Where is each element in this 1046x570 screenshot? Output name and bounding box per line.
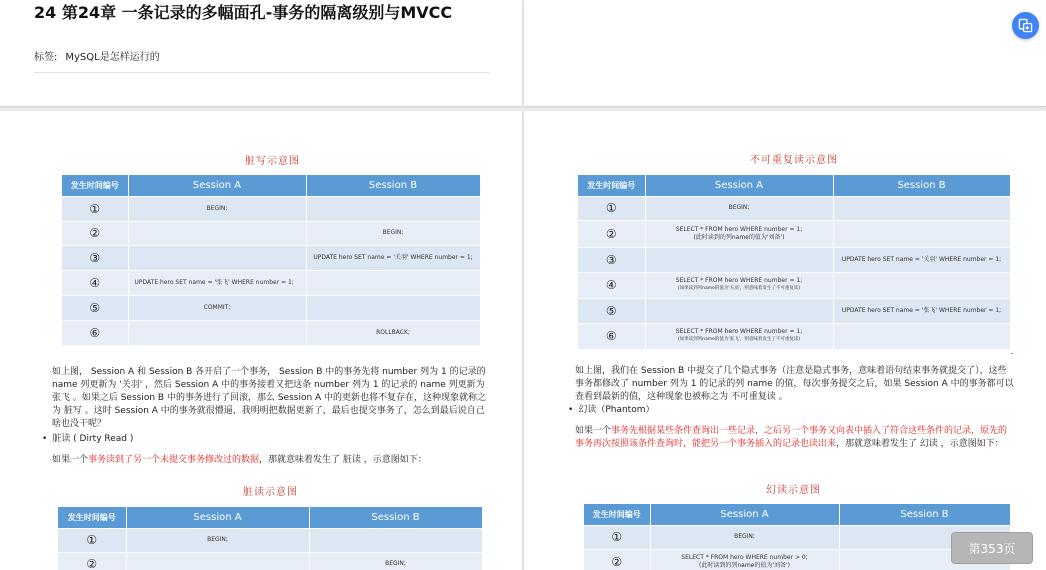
session-b-cell [306,270,480,295]
desc-text: ，那就意味着发生了 幻读 ，示意图如下： [836,439,1004,449]
desc-highlight: 事务先根据某些条件查询出一些记录，之后另一个事务又向表中插入了符合这些条件的记录，原先的事务再次按照该条件查询时，能把另一个事务插入的记录也读出来 [575,426,1008,449]
bullet-dirty-read: • 脏读 ( Dirty Read ) [42,433,133,445]
column-header: 发生时间编号 [578,175,645,196]
query-text: SELECT * FROM hero WHERE number = 1; [675,277,803,284]
session-a-cell [645,220,833,247]
step-number: ① [62,196,128,221]
column-header: Session A [645,175,833,196]
page-indicator: 第353页 [951,532,1033,564]
page-header-right [524,0,1046,106]
page-left [0,111,522,570]
table-row [584,549,1010,570]
session-b-cell: UPDATE hero SET name = '张飞' WHERE number = 1; [833,298,1010,323]
query-note: (如果读到列name的值为'关羽'，则意味着发生了不可重复读) [677,286,801,291]
table-header-row [58,507,482,528]
tag-link[interactable]: MySQL是怎样运行的 [65,52,160,63]
column-header: Session A [126,507,309,528]
desc-text: 如果一个 [52,455,89,465]
session-a-cell: BEGIN; [126,528,309,552]
session-b-cell [306,295,480,320]
table-row [62,245,480,270]
step-number: ③ [578,247,645,272]
tags-row [34,48,160,63]
table-header-row [578,175,1010,196]
page-header-left [0,0,522,106]
session-b-cell [306,196,480,221]
desc-text: ，那就意味着发生了 脏读 ，示意图如下： [259,455,427,465]
column-header: 发生时间编号 [62,175,128,196]
table-row [62,196,480,221]
step-number: ② [584,549,650,570]
query-note: (如果读到列name的值为'张飞'，则意味着发生了不可重复读) [677,337,801,343]
session-a-cell [128,245,306,270]
page-title: 24 第24章 一条记录的多幅面孔-事务的隔离级别与MVCC [34,3,453,22]
step-number: ⑤ [578,298,645,323]
step-number: ② [578,220,645,247]
step-number: ① [584,525,650,549]
session-a-cell: BEGIN; [650,525,839,549]
session-b-cell: BEGIN; [309,552,482,570]
step-number: ⑥ [62,320,128,345]
session-b-cell: UPDATE hero SET name = '关羽' WHERE number = 1; [833,247,1010,272]
convert-button[interactable] [1012,12,1039,39]
session-a-cell: COMMIT; [128,295,306,320]
table-row [62,221,480,245]
step-number: ① [58,528,126,552]
query-text: SELECT * FROM hero WHERE number = 1; [675,328,803,336]
session-a-cell: UPDATE hero SET name = '张飞' WHERE number = 1; [128,270,306,295]
desc-text: 如果一个 [575,426,612,436]
table-row [578,298,1010,323]
session-b-cell: UPDATE hero SET name = '关羽' WHERE number = 1; [306,245,480,270]
divider [1011,353,1013,354]
session-b-cell: BEGIN; [306,221,480,245]
step-number: ④ [578,272,645,298]
session-b-cell [833,196,1010,220]
step-number: ② [58,552,126,570]
divider [34,72,490,73]
table-row [62,320,480,345]
dirty-read-table [58,507,483,570]
column-header: Session A [650,504,839,525]
session-a-cell [128,320,306,345]
session-b-cell: ROLLBACK; [306,320,480,345]
figure-title-non-repeatable-read: 不可重复读示意图 [750,155,838,166]
desc-highlight: 事务读到了另一个未提交事务修改过的数据 [88,455,260,465]
session-a-cell [645,323,833,349]
table-row [62,270,480,295]
body-paragraph: 如上图，我们在 Session B 中提交了几个隐式事务（注意是隐式事务，意味着语句结束事务就提交了），这些事务都修改了 number 列为 1 的记录的列 name 的值，每次事务提交之后，如果 Session A 中的事务都可以查看到最新的值，这种现象也被称之为 不可重复读 。 [575,366,1014,402]
bullet-phantom: • 幻读（Phantom） [568,404,654,416]
table-header-row [62,175,480,196]
document-convert-icon [1018,18,1033,33]
session-b-cell [833,323,1010,349]
column-header: Session B [833,175,1010,196]
session-a-cell [645,247,833,272]
column-header: 发生时间编号 [58,507,126,528]
page-right [524,111,1046,570]
step-number: ③ [62,245,128,270]
step-number: ⑥ [578,323,645,349]
table-row [584,525,1010,549]
session-a-cell: BEGIN; [645,196,833,220]
table-row [58,552,482,570]
query-text: SELECT * FROM hero WHERE number = 1; [675,225,803,233]
column-header: Session B [306,175,480,196]
session-b-cell [833,220,1010,247]
dirty-read-description [52,454,488,467]
column-header: 发生时间编号 [584,504,650,525]
table-row [578,220,1010,247]
query-note: (此时读到的列name的值为'刘备') [693,233,785,241]
query-note: (此时读到的列name的值为'刘备') [699,562,790,570]
phantom-table [584,504,1011,570]
step-number: ④ [62,270,128,295]
column-header: Session B [309,507,482,528]
table-header-row [584,504,1010,525]
table-row [58,528,482,552]
session-a-cell [126,552,309,570]
column-header: Session A [128,175,306,196]
step-number: ② [62,221,128,245]
dirty-write-table [62,175,481,345]
table-row [578,247,1010,272]
session-b-cell [833,272,1010,298]
table-row [578,272,1010,298]
session-a-cell [650,549,839,570]
table-row [578,196,1010,220]
non-repeatable-read-table [578,175,1011,349]
table-row [62,295,480,320]
step-number: ⑤ [62,295,128,320]
session-b-cell [309,528,482,552]
table-row [578,323,1010,349]
step-number: ① [578,196,645,220]
session-a-cell [645,298,833,323]
body-paragraph: 如上图， Session A 和 Session B 各开启了一个事务， Session B 中的事务先将 number 列为 1 的记录的 name 列更新为 '关羽' ，然后 Session A 中的事务接着又把这条 number 列为 1 的记录的 name 列更新为 张飞 。如果之后 Session B 中的事务进行了回滚，那么 Session A 中的更新也将不复存在，这种现象就称之为 脏写 。这时 Session A 中的事务就很懵逼，我明明把数据更新了，最后也提交事务了，怎么到最后说自己啥也没干呢？ [52,367,487,429]
figure-title-phantom: 幻读示意图 [766,485,821,496]
figure-title-dirty-write: 脏写示意图 [245,156,300,167]
query-text: SELECT * FROM hero WHERE number > 0; [681,554,808,562]
phantom-description [575,425,1015,451]
tags-label: 标签: [34,52,58,63]
session-a-cell [128,221,306,245]
column-header: Session B [839,504,1010,525]
session-a-cell [645,272,833,298]
figure-title-dirty-read: 脏读示意图 [243,487,298,498]
session-a-cell: BEGIN; [128,196,306,221]
